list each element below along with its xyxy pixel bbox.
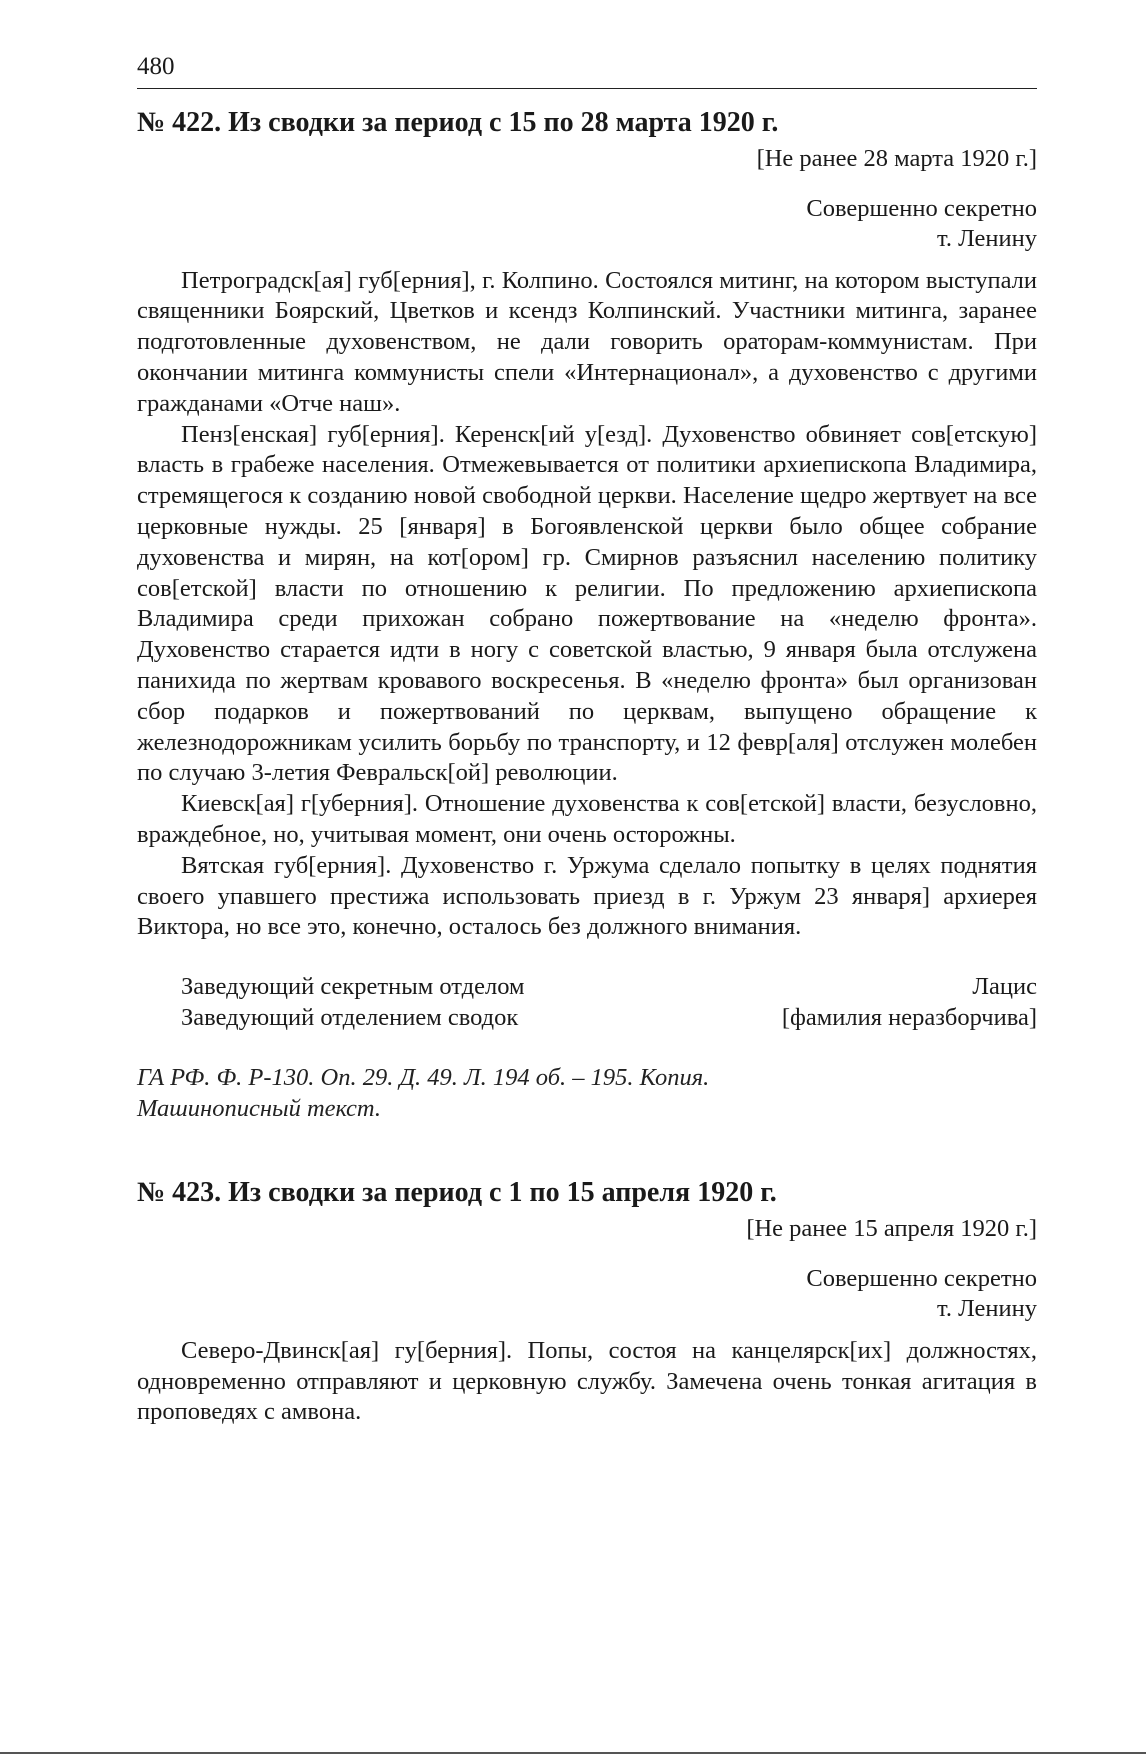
document-422 bbox=[137, 106, 1037, 1124]
citation-line: ГА РФ. Ф. Р-130. Оп. 29. Д. 49. Л. 194 об. – 195. Копия. bbox=[137, 1064, 710, 1092]
paragraph-vyatka: Вятская губ[ерния]. Духовенство г. Уржума сделало попытку в целях поднятия своего упавшего престижа использовать приезд в г. Уржум 23 января] архиерея Виктора, но все это, конечно, осталось без должного внимания. bbox=[137, 851, 1037, 941]
archive-citation bbox=[137, 1063, 1037, 1124]
addressee: т. Ленину bbox=[936, 224, 1037, 252]
classification-stamp: Совершенно секретно bbox=[806, 1264, 1037, 1292]
signature-name: Лацис bbox=[972, 973, 1037, 1001]
paragraph-petrograd: Петроградск[ая] губ[ерния], г. Колпино. Состоялся митинг, на котором выступали священники Боярский, Цветков и ксендз Колпинский. Участники митинга, заранее подготовленные духовенством, не дали говорить ораторам-коммунистам. При окончании митинга коммунисты спели «Интернационал», а духовенство с другими гражданами «Отче наш». bbox=[137, 266, 1037, 417]
document-date: [Не ранее 15 апреля 1920 г.] bbox=[746, 1214, 1037, 1242]
document-title: № 422. Из сводки за период с 15 по 28 марта 1920 г. bbox=[137, 107, 779, 138]
page-number: 480 bbox=[137, 53, 175, 80]
classification-stamp: Совершенно секретно bbox=[806, 194, 1037, 222]
signature-position: Заведующий отделением сводок bbox=[181, 1004, 519, 1032]
scan-edge-line bbox=[0, 1752, 1146, 1754]
secrecy-block bbox=[137, 1264, 1037, 1324]
paragraph-severo-dvinsk: Северо-Двинск[ая] гу[берния]. Попы, состоя на канцелярск[их] должностях, одновременно отправляют и церковную службу. Замечена очень тонкая агитация в проповедях с амвона. bbox=[137, 1336, 1037, 1426]
paragraph-kiev: Киевск[ая] г[уберния]. Отношение духовенства к сов[етской] власти, безусловно, враждебное, но, учитывая момент, они очень осторожны. bbox=[137, 790, 1037, 848]
document-date: [Не ранее 28 марта 1920 г.] bbox=[756, 144, 1037, 172]
document-title: № 423. Из сводки за период с 1 по 15 апреля 1920 г. bbox=[137, 1177, 777, 1209]
paragraph-penza: Пенз[енская] губ[ерния]. Керенск[ий у[езд]. Духовенство обвиняет сов[етскую] власть в грабеже населения. Отмежевывается от политики архиепископа Владимира, стремящегося к созданию новой свободной церкви. Население щедро жертвует на все церковные нужды. 25 [января] в Богоявленской церкви было общее собрание духовенства и мирян, на кот[ором] гр. Смирнов разъяснил населению политику сов[етской] власти по отношению к религии. По предложению архиепископа Владимира среди прихожан собрано пожертвование на «неделю фронта». Духовенство старается идти в ногу с советской властью, 9 января была отслужена панихида по жертвам кровавого воскресенья. В «неделю фронта» был организован сбор подарков и пожертвований по церквам, выпущено обращение к железнодорожникам усилить борьбу по транспорту, и 12 февр[аля] отслужен молебен по случаю 3-летия Февральск[ой] революции. bbox=[137, 420, 1037, 787]
header-rule bbox=[137, 88, 1037, 89]
signature-row bbox=[137, 1002, 1037, 1033]
addressee: т. Ленину bbox=[936, 1294, 1037, 1322]
signature-position: Заведующий секретным отделом bbox=[181, 973, 525, 1001]
document-423 bbox=[137, 1176, 1037, 1428]
signature-block bbox=[137, 971, 1037, 1033]
signature-name: [фамилия неразборчива] bbox=[781, 1004, 1037, 1032]
citation-line: Машинописный текст. bbox=[137, 1094, 382, 1122]
book-page bbox=[137, 40, 1037, 1428]
signature-row bbox=[137, 971, 1037, 1002]
secrecy-block bbox=[137, 194, 1037, 254]
